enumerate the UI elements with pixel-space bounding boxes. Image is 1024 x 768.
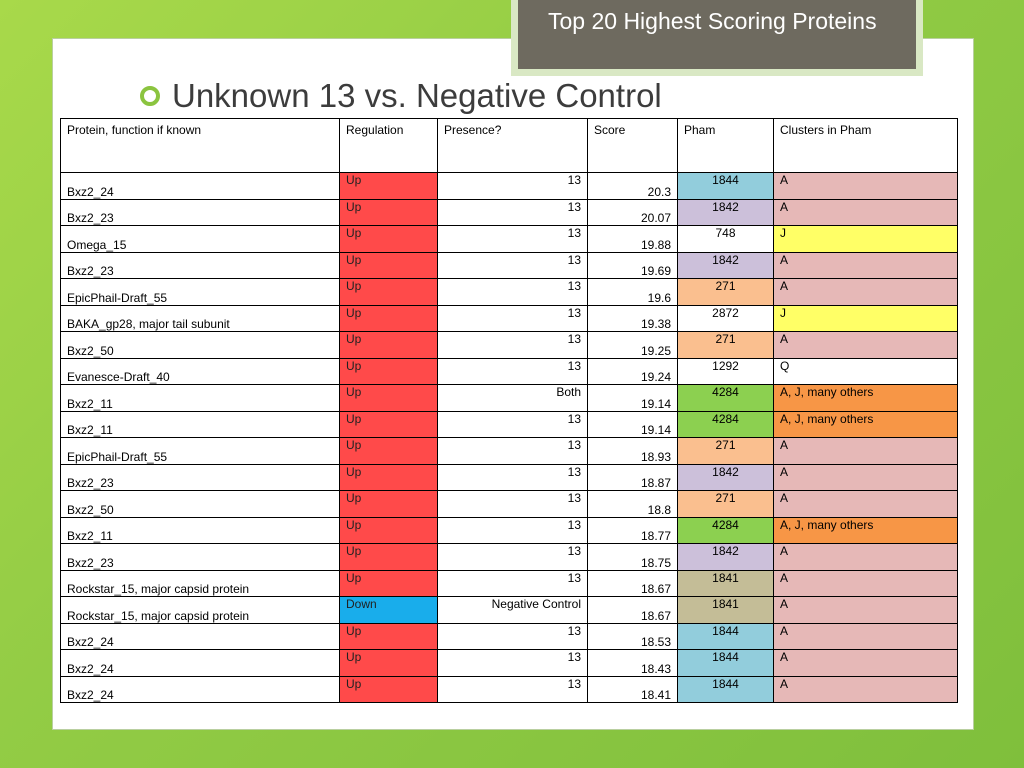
regulation-cell: Up: [340, 226, 438, 253]
regulation-cell: Up: [340, 199, 438, 226]
header-protein: Protein, function if known: [61, 119, 340, 173]
pham-cell: 271: [678, 332, 774, 359]
clusters-cell: A: [774, 650, 958, 677]
protein-cell: Omega_15: [61, 226, 340, 253]
bullet-icon: [140, 86, 160, 106]
regulation-cell: Up: [340, 358, 438, 385]
regulation-cell: Up: [340, 623, 438, 650]
score-cell: 18.41: [588, 676, 678, 703]
table-row: [61, 570, 958, 597]
presence-cell: 13: [438, 358, 588, 385]
protein-cell: Bxz2_50: [61, 332, 340, 359]
regulation-cell: Up: [340, 491, 438, 518]
table-row: [61, 385, 958, 412]
pham-cell: 1844: [678, 623, 774, 650]
protein-cell: Bxz2_23: [61, 464, 340, 491]
presence-cell: 13: [438, 332, 588, 359]
table-row: [61, 305, 958, 332]
clusters-cell: A: [774, 464, 958, 491]
slide-title: Top 20 Highest Scoring Proteins: [518, 0, 916, 69]
score-cell: 19.6: [588, 279, 678, 306]
clusters-cell: A: [774, 623, 958, 650]
protein-cell: Bxz2_23: [61, 544, 340, 571]
pham-cell: 271: [678, 279, 774, 306]
pham-cell: 1842: [678, 464, 774, 491]
table-row: [61, 438, 958, 465]
regulation-cell: Up: [340, 332, 438, 359]
regulation-cell: Up: [340, 411, 438, 438]
presence-cell: 13: [438, 517, 588, 544]
presence-cell: 13: [438, 199, 588, 226]
table-row: [61, 226, 958, 253]
regulation-cell: Up: [340, 252, 438, 279]
score-cell: 19.14: [588, 411, 678, 438]
clusters-cell: A: [774, 438, 958, 465]
table-row: [61, 173, 958, 200]
header-pham: Pham: [678, 119, 774, 173]
clusters-cell: A: [774, 570, 958, 597]
table-row: [61, 676, 958, 703]
pham-cell: 1292: [678, 358, 774, 385]
regulation-cell: Up: [340, 385, 438, 412]
table-row: [61, 332, 958, 359]
header-regulation: Regulation: [340, 119, 438, 173]
table-row: [61, 358, 958, 385]
pham-cell: 1842: [678, 252, 774, 279]
score-cell: 19.25: [588, 332, 678, 359]
table-row: [61, 517, 958, 544]
clusters-cell: A, J, many others: [774, 411, 958, 438]
score-cell: 18.43: [588, 650, 678, 677]
score-cell: 18.67: [588, 570, 678, 597]
presence-cell: 13: [438, 464, 588, 491]
score-cell: 20.07: [588, 199, 678, 226]
pham-cell: 748: [678, 226, 774, 253]
score-cell: 19.38: [588, 305, 678, 332]
regulation-cell: Up: [340, 650, 438, 677]
table-row: [61, 597, 958, 624]
pham-cell: 4284: [678, 517, 774, 544]
heading-text: Unknown 13 vs. Negative Control: [172, 77, 662, 114]
table-row: [61, 491, 958, 518]
protein-cell: EpicPhail-Draft_55: [61, 279, 340, 306]
protein-cell: Bxz2_50: [61, 491, 340, 518]
presence-cell: 13: [438, 676, 588, 703]
presence-cell: 13: [438, 411, 588, 438]
protein-cell: Bxz2_11: [61, 385, 340, 412]
protein-cell: Bxz2_24: [61, 650, 340, 677]
pham-cell: 1841: [678, 570, 774, 597]
regulation-cell: Up: [340, 173, 438, 200]
table-row: [61, 650, 958, 677]
pham-cell: 271: [678, 491, 774, 518]
table-row: [61, 544, 958, 571]
protein-table: [60, 118, 958, 703]
protein-cell: Bxz2_24: [61, 676, 340, 703]
pham-cell: 271: [678, 438, 774, 465]
presence-cell: 13: [438, 252, 588, 279]
regulation-cell: Up: [340, 517, 438, 544]
score-cell: 19.24: [588, 358, 678, 385]
clusters-cell: Q: [774, 358, 958, 385]
protein-cell: Bxz2_23: [61, 252, 340, 279]
clusters-cell: A: [774, 544, 958, 571]
protein-cell: BAKA_gp28, major tail subunit: [61, 305, 340, 332]
score-cell: 19.69: [588, 252, 678, 279]
table-row: [61, 464, 958, 491]
pham-cell: 4284: [678, 411, 774, 438]
presence-cell: Both: [438, 385, 588, 412]
pham-cell: 4284: [678, 385, 774, 412]
protein-cell: EpicPhail-Draft_55: [61, 438, 340, 465]
regulation-cell: Up: [340, 544, 438, 571]
regulation-cell: Down: [340, 597, 438, 624]
clusters-cell: A: [774, 279, 958, 306]
bullet-heading: [140, 74, 662, 118]
pham-cell: 1842: [678, 199, 774, 226]
clusters-cell: A: [774, 597, 958, 624]
presence-cell: 13: [438, 623, 588, 650]
regulation-cell: Up: [340, 279, 438, 306]
clusters-cell: A: [774, 676, 958, 703]
protein-cell: Bxz2_24: [61, 623, 340, 650]
score-cell: 18.87: [588, 464, 678, 491]
regulation-cell: Up: [340, 305, 438, 332]
clusters-cell: J: [774, 305, 958, 332]
presence-cell: 13: [438, 544, 588, 571]
score-cell: 19.88: [588, 226, 678, 253]
clusters-cell: J: [774, 226, 958, 253]
clusters-cell: A: [774, 199, 958, 226]
header-score: Score: [588, 119, 678, 173]
protein-cell: Evanesce-Draft_40: [61, 358, 340, 385]
protein-cell: Bxz2_23: [61, 199, 340, 226]
table-row: [61, 623, 958, 650]
protein-cell: Bxz2_24: [61, 173, 340, 200]
clusters-cell: A: [774, 173, 958, 200]
table-header-row: [61, 119, 958, 173]
presence-cell: 13: [438, 438, 588, 465]
protein-cell: Bxz2_11: [61, 517, 340, 544]
header-clusters: Clusters in Pham: [774, 119, 958, 173]
pham-cell: 1844: [678, 650, 774, 677]
score-cell: 20.3: [588, 173, 678, 200]
pham-cell: 1844: [678, 173, 774, 200]
table-row: [61, 411, 958, 438]
pham-cell: 2872: [678, 305, 774, 332]
pham-cell: 1844: [678, 676, 774, 703]
clusters-cell: A, J, many others: [774, 517, 958, 544]
table-row: [61, 279, 958, 306]
protein-cell: Rockstar_15, major capsid protein: [61, 597, 340, 624]
score-cell: 18.75: [588, 544, 678, 571]
score-cell: 18.8: [588, 491, 678, 518]
presence-cell: 13: [438, 650, 588, 677]
presence-cell: Negative Control: [438, 597, 588, 624]
score-cell: 18.53: [588, 623, 678, 650]
clusters-cell: A, J, many others: [774, 385, 958, 412]
protein-cell: Rockstar_15, major capsid protein: [61, 570, 340, 597]
table-row: [61, 252, 958, 279]
header-presence: Presence?: [438, 119, 588, 173]
presence-cell: 13: [438, 491, 588, 518]
regulation-cell: Up: [340, 464, 438, 491]
clusters-cell: A: [774, 491, 958, 518]
presence-cell: 13: [438, 173, 588, 200]
score-cell: 19.14: [588, 385, 678, 412]
regulation-cell: Up: [340, 570, 438, 597]
regulation-cell: Up: [340, 676, 438, 703]
protein-cell: Bxz2_11: [61, 411, 340, 438]
title-box: [511, 0, 923, 76]
score-cell: 18.77: [588, 517, 678, 544]
pham-cell: 1842: [678, 544, 774, 571]
presence-cell: 13: [438, 226, 588, 253]
regulation-cell: Up: [340, 438, 438, 465]
presence-cell: 13: [438, 570, 588, 597]
pham-cell: 1841: [678, 597, 774, 624]
presence-cell: 13: [438, 305, 588, 332]
score-cell: 18.67: [588, 597, 678, 624]
clusters-cell: A: [774, 332, 958, 359]
clusters-cell: A: [774, 252, 958, 279]
presence-cell: 13: [438, 279, 588, 306]
table-row: [61, 199, 958, 226]
score-cell: 18.93: [588, 438, 678, 465]
